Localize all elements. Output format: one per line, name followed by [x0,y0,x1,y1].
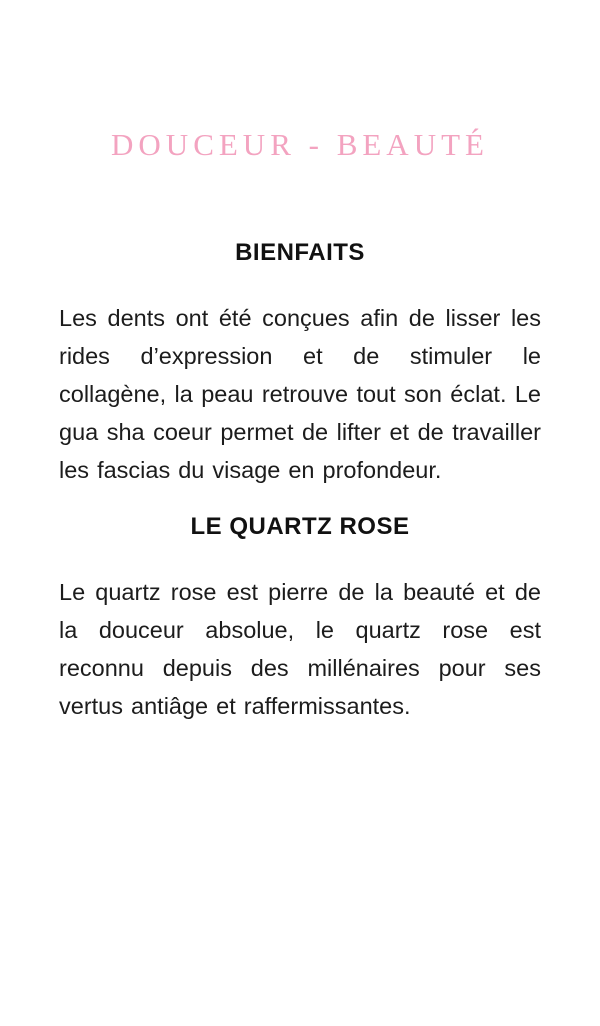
product-description-page [0,126,600,1026]
section-heading-bienfaits: BIENFAITS [235,239,365,267]
section-quartz-rose [59,513,541,725]
section-bienfaits [59,239,541,489]
section-paragraph-quartz-rose: Le quartz rose est pierre de la beauté et de la douceur absolue, le quartz rose est reconnu depuis des millénaires pour ses vertus antiâge et raffermissantes. [59,579,541,720]
section-paragraph-bienfaits: Les dents ont été conçues afin de lisser les rides d’expression et de stimuler le collagène, la peau retrouve tout son éclat. Le gua sha coeur permet de lifter et de travailler les fascias du visage en profondeur. [59,305,541,484]
page-title: DOUCEUR - BEAUTÉ [111,127,489,162]
section-heading-quartz-rose: LE QUARTZ ROSE [190,513,410,541]
